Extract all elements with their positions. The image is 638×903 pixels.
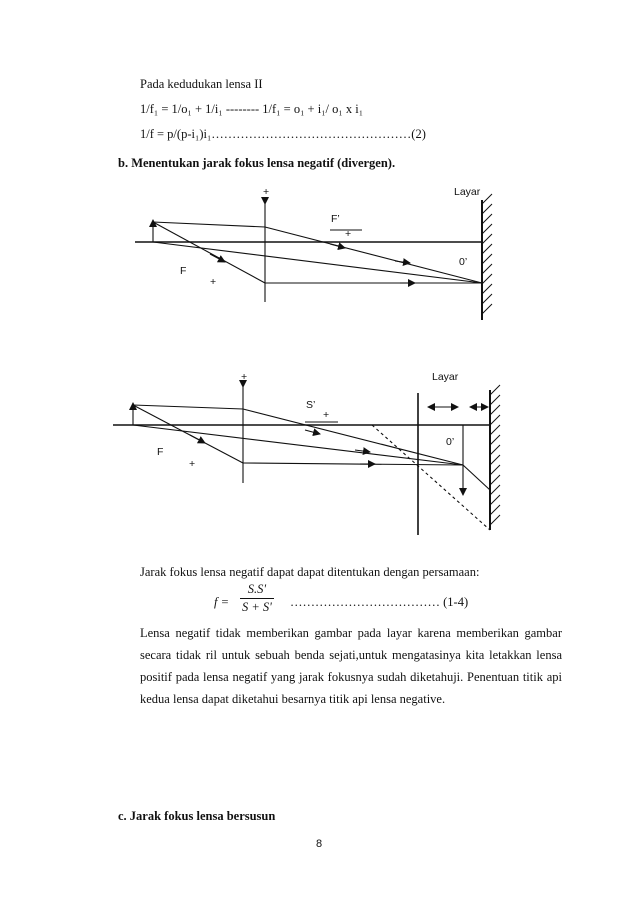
page-number: 8 — [315, 838, 323, 850]
diagram1-layar-label: Layar — [454, 186, 481, 198]
section-b-heading: b. Menentukan jarak fokus lensa negatif (divergen). — [118, 156, 396, 170]
optics-diagram-1 — [0, 180, 638, 330]
formula-lhs: f = — [214, 595, 230, 609]
lens-ii-heading: Pada kedudukan lensa II — [140, 77, 263, 91]
optics-diagram-2 — [0, 365, 638, 545]
diagram2-plus-mid: + — [323, 409, 330, 421]
diagram2-s-prime: S’ — [306, 399, 316, 411]
formula-fraction — [240, 582, 274, 615]
formula-intro: Jarak fokus lensa negatif dapat dapat ditentukan dengan persamaan: — [140, 565, 480, 579]
formula-numerator: S.S' — [247, 582, 267, 596]
diagram2-plus-bottom: + — [189, 458, 196, 470]
equation-line-2: 1/f = p/(p-i₁)i₁…………………………………………(2) — [140, 127, 426, 141]
diagram1-f-label: F — [180, 265, 187, 277]
diagram1-plus-mid: + — [345, 228, 352, 240]
diagram2-f-label: F — [157, 446, 164, 458]
formula-denominator: S + S' — [242, 600, 272, 614]
diagram1-o-prime: 0’ — [459, 256, 468, 268]
body-paragraph: Lensa negatif tidak memberikan gambar pada layar karena memberikan gambar secara tidak ril untuk sebuah benda sejati,untuk mengatasinya kita letakkan lensa positif pada lensa negatif yang jarak fokusnya sudah diketahuji. Penentuan titik api kedua lensa dapat diketahui besarnya titik api lensa negative. — [140, 626, 562, 706]
diagram2-o-prime: 0’ — [446, 436, 455, 448]
diagram1-f-prime: F’ — [331, 213, 340, 225]
equation-line-1: 1/f₁ = 1/o₁ + 1/i₁ -------- 1/f₁ = o₁ + i₁/ o₁ x i₁ — [140, 102, 364, 116]
formula-label: ……………………………… (1-4) — [290, 595, 469, 609]
diagram1-plus-bottom: + — [210, 276, 217, 288]
diagram1-plus-top: + — [263, 186, 270, 198]
diagram2-layar-label: Layar — [432, 371, 459, 383]
diagram2-plus-top: + — [241, 371, 248, 383]
section-c-heading: c. Jarak fokus lensa bersusun — [118, 809, 276, 823]
